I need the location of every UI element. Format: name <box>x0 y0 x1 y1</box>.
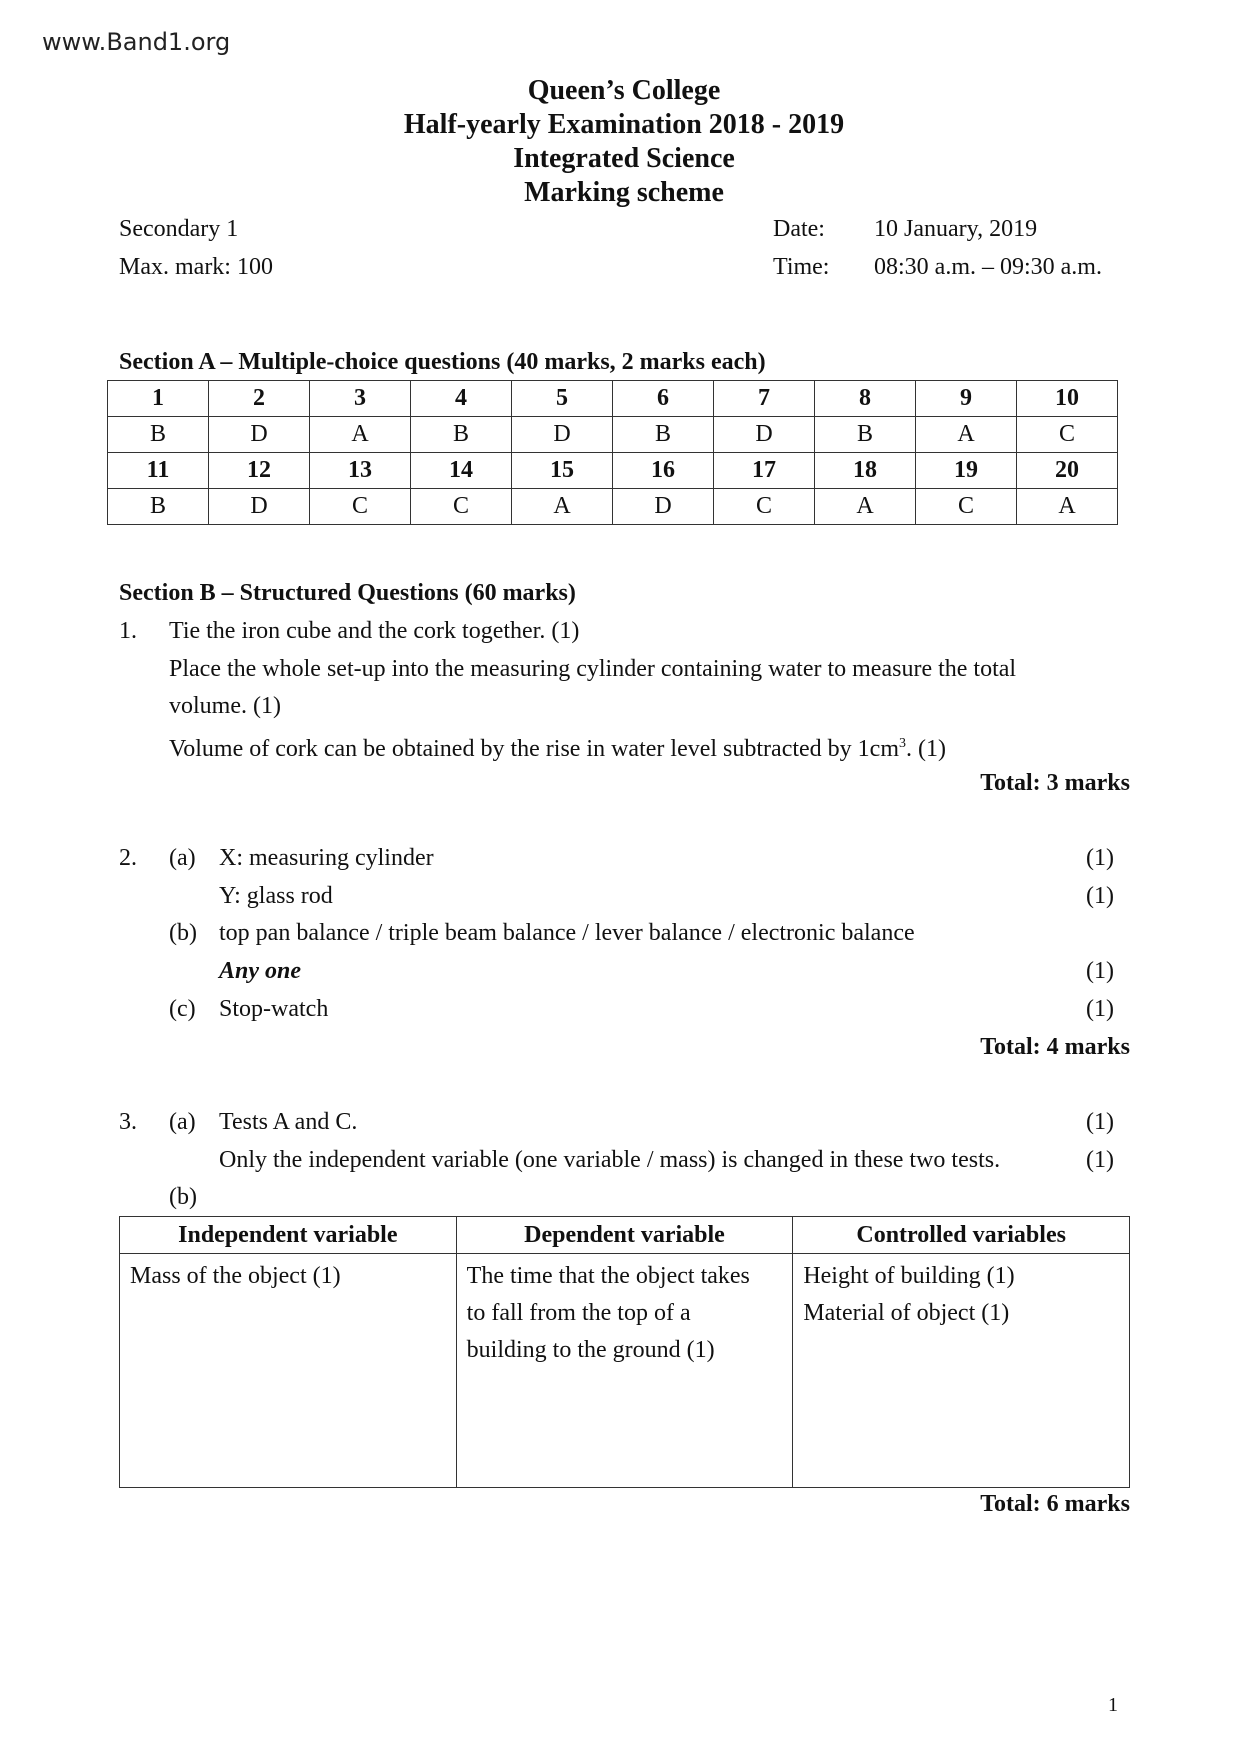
q2-a-line: X: measuring cylinder <box>219 845 434 871</box>
question-number-row <box>108 381 1118 417</box>
school-name: Queen’s College <box>527 75 721 106</box>
question-number: 3 <box>310 381 411 417</box>
question-number: 18 <box>815 453 916 489</box>
header-controlled: Controlled variables <box>793 1217 1130 1254</box>
cell-line: The time that the object takes <box>466 1263 750 1289</box>
answer: A <box>310 417 411 453</box>
cell-line: building to the ground (1) <box>466 1337 715 1363</box>
dependent-cell <box>456 1254 793 1488</box>
answer: C <box>1017 417 1118 453</box>
answer-row <box>108 489 1118 525</box>
document-type: Marking scheme <box>524 177 724 208</box>
q3-a-label: (a) <box>169 1109 196 1135</box>
time-label: Time: <box>773 254 830 280</box>
question-number: 1 <box>108 381 209 417</box>
page-number: 1 <box>1108 1694 1118 1716</box>
question-number: 12 <box>209 453 310 489</box>
independent-cell <box>120 1254 457 1488</box>
question-number: 5 <box>512 381 613 417</box>
mark: (1) <box>1086 845 1114 871</box>
question-number: 7 <box>714 381 815 417</box>
header-independent: Independent variable <box>120 1217 457 1254</box>
max-mark: Max. mark: 100 <box>119 254 273 280</box>
q1-superscript: 3 <box>898 736 906 751</box>
cell-line: Mass of the object (1) <box>130 1263 341 1289</box>
question-number: 15 <box>512 453 613 489</box>
q2-total: Total: 4 marks <box>980 1034 1130 1060</box>
variables-table <box>119 1216 1130 1488</box>
question-number-row <box>108 453 1118 489</box>
q2-b-line: top pan balance / triple beam balance / lever balance / electronic balance <box>219 920 915 946</box>
level: Secondary 1 <box>119 216 239 242</box>
answer: D <box>613 489 714 525</box>
question-number: 14 <box>411 453 512 489</box>
exam-title: Half-yearly Examination 2018 - 2019 <box>403 109 845 140</box>
mark: (1) <box>1086 1147 1114 1173</box>
header-dependent: Dependent variable <box>456 1217 793 1254</box>
q3-number: 3. <box>119 1109 137 1135</box>
q2-number: 2. <box>119 845 137 871</box>
date-label: Date: <box>773 216 825 242</box>
q2-c-label: (c) <box>169 996 196 1022</box>
answer: A <box>916 417 1017 453</box>
question-number: 11 <box>108 453 209 489</box>
q1-line4-text: Volume of cork can be obtained by the rise in water level subtracted by 1cm <box>169 736 899 762</box>
question-number: 2 <box>209 381 310 417</box>
section-a-heading: Section A – Multiple-choice questions (40 marks, 2 marks each) <box>119 349 766 375</box>
question-number: 9 <box>916 381 1017 417</box>
question-number: 19 <box>916 453 1017 489</box>
mark: (1) <box>1086 1109 1114 1135</box>
question-number: 20 <box>1017 453 1118 489</box>
q3-b-label: (b) <box>169 1184 197 1210</box>
answer: B <box>613 417 714 453</box>
cell-line: Material of object (1) <box>803 1300 1010 1326</box>
q1-total: Total: 3 marks <box>980 770 1130 796</box>
cell-line: to fall from the top of a <box>466 1300 691 1326</box>
answer: A <box>512 489 613 525</box>
answer: C <box>714 489 815 525</box>
q1-number: 1. <box>119 618 137 644</box>
watermark: www.Band1.org <box>42 28 231 56</box>
subject-title: Integrated Science <box>513 143 735 174</box>
section-b-heading: Section B – Structured Questions (60 marks) <box>119 580 576 606</box>
question-number: 13 <box>310 453 411 489</box>
question-number: 6 <box>613 381 714 417</box>
q2-b-note: Any one <box>219 958 302 984</box>
question-number: 8 <box>815 381 916 417</box>
q1-line4-mark: . (1) <box>905 736 946 762</box>
time-value: 08:30 a.m. – 09:30 a.m. <box>874 254 1102 280</box>
mark: (1) <box>1086 883 1114 909</box>
q1-line: volume. (1) <box>169 693 281 719</box>
mc-answer-table <box>107 380 1118 525</box>
question-number: 10 <box>1017 381 1118 417</box>
answer: B <box>411 417 512 453</box>
answer: C <box>411 489 512 525</box>
answer: D <box>209 489 310 525</box>
mark: (1) <box>1086 996 1114 1022</box>
q1-line: Tie the iron cube and the cork together. (1) <box>169 618 580 644</box>
q2-a-line: Y: glass rod <box>219 883 333 909</box>
answer: C <box>310 489 411 525</box>
q2-a-label: (a) <box>169 845 196 871</box>
q2-c-line: Stop-watch <box>219 996 329 1022</box>
question-number: 17 <box>714 453 815 489</box>
cell-line: Height of building (1) <box>803 1263 1015 1289</box>
answer: C <box>916 489 1017 525</box>
answer: B <box>108 417 209 453</box>
answer: D <box>209 417 310 453</box>
q1-line: Place the whole set-up into the measuring cylinder containing water to measure the total <box>169 656 1017 682</box>
mark: (1) <box>1086 958 1114 984</box>
q1-line <box>169 729 946 764</box>
answer: A <box>815 489 916 525</box>
q3-a-line: Tests A and C. <box>219 1109 358 1135</box>
question-number: 4 <box>411 381 512 417</box>
answer: B <box>108 489 209 525</box>
answer: A <box>1017 489 1118 525</box>
date-value: 10 January, 2019 <box>874 216 1038 242</box>
q3-a-line: Only the independent variable (one variable / mass) is changed in these two tests. <box>219 1147 1001 1173</box>
question-number: 16 <box>613 453 714 489</box>
q3-total: Total: 6 marks <box>980 1491 1130 1517</box>
answer-row <box>108 417 1118 453</box>
controlled-cell <box>793 1254 1130 1488</box>
answer: D <box>512 417 613 453</box>
q2-b-label: (b) <box>169 920 197 946</box>
answer: D <box>714 417 815 453</box>
answer: B <box>815 417 916 453</box>
